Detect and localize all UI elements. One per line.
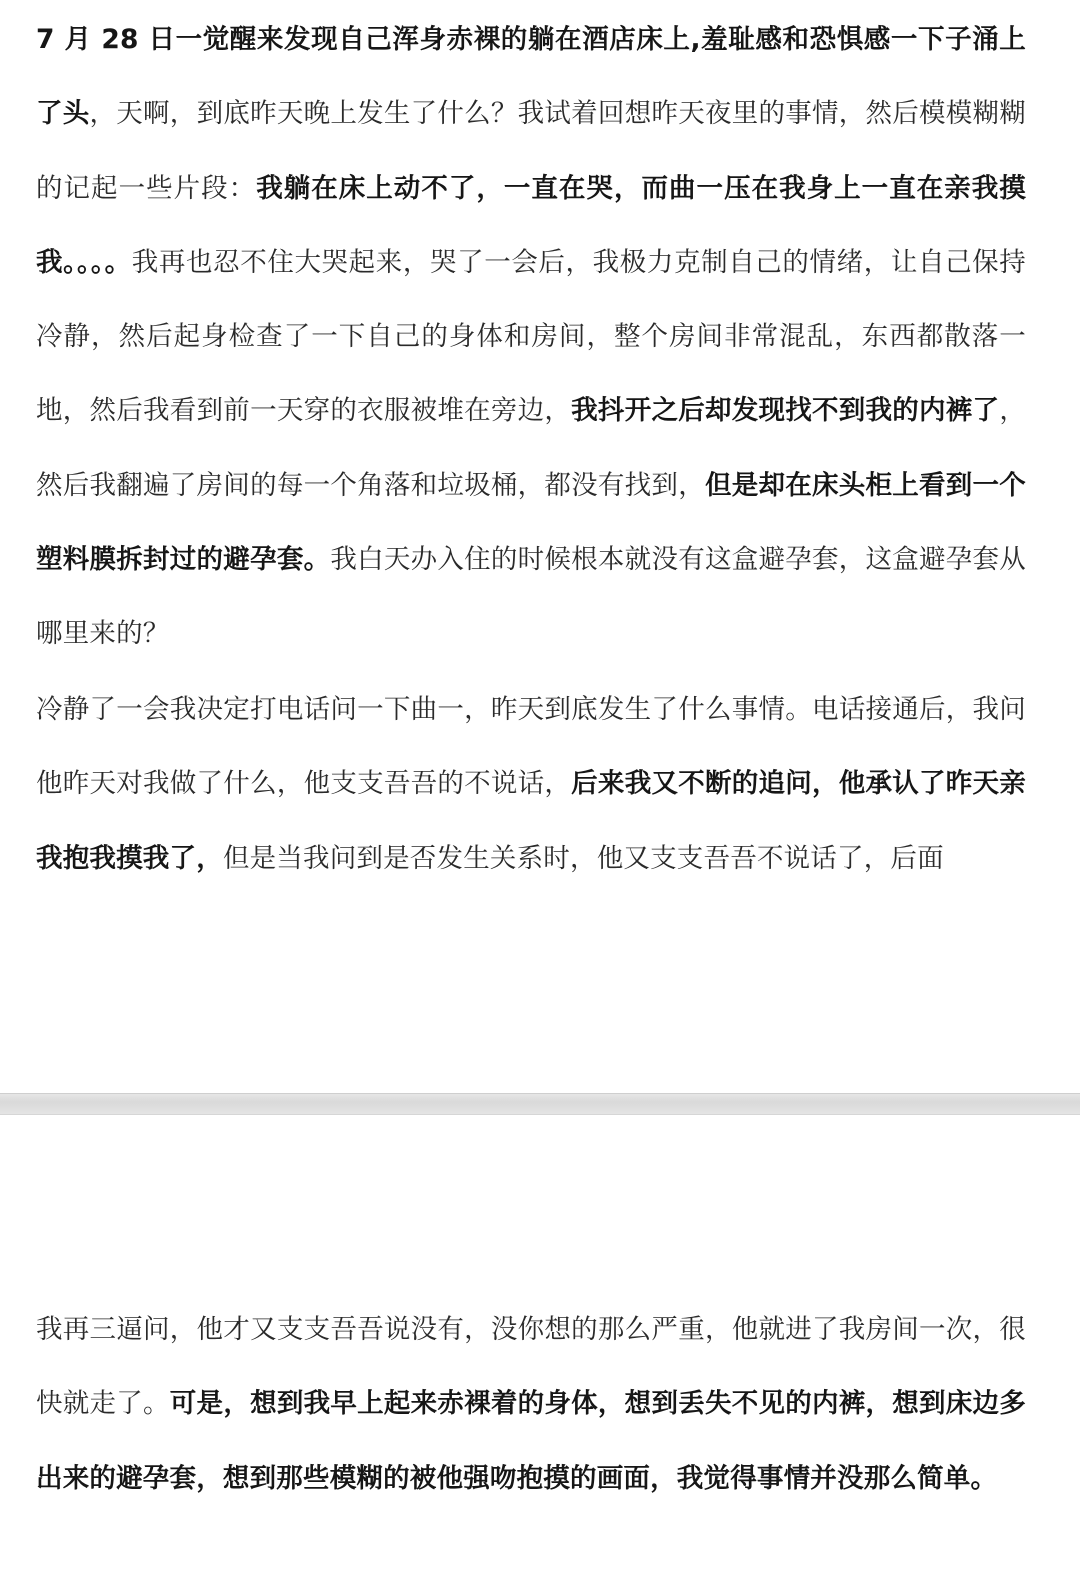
text-run: ，然后我翻遍了房间的每一个角落和垃圾桶，都没有找到， <box>36 395 1027 501</box>
document-page-2 <box>0 1115 1080 1578</box>
text-run-bold: 但是却在床头柜上看到一个塑料膜拆封过的避孕套。 <box>36 469 1027 576</box>
text-run: 冷静了一会我决定打电话问一下曲一，昨天到底发生了什么事情。电话接通后，我问他昨天对我做了什么，他支支吾吾的不说话， <box>36 694 1026 800</box>
paragraph <box>36 3 1026 672</box>
text-run-bold: 我抖开之后却发现找不到我的内裤了 <box>571 395 1000 427</box>
text-run: 但是当我问到是否发生关系时，他又支支吾吾不说话了，后面 <box>222 842 944 874</box>
text-run: 我再也忍不住大哭起来，哭了一会后，我极力克制自己的情绪，让自己保持冷静，然后起身检查了一下自己的身体和房间，整个房间非常混乱，东西都散落一地，然后我看到前一天穿的衣服被堆在旁边， <box>36 246 1026 427</box>
paragraph <box>36 673 1026 896</box>
text-run: 我白天办入住的时候根本就没有这盒避孕套，这盒避孕套从哪里来的？ <box>36 544 1026 650</box>
page-break-divider <box>0 1093 1080 1115</box>
paragraph <box>36 1293 1026 1516</box>
text-run-bold: 可是，想到我早上起来赤裸着的身体，想到丢失不见的内裤，想到床边多出来的避孕套，想到那些模糊的被他强吻抱摸的画面，我觉得事情并没那么简单。 <box>36 1388 1026 1494</box>
text-run-bold: 我躺在床上动不了，一直在哭，而曲一压在我身上一直在亲我摸我。。。。 <box>36 172 1026 278</box>
text-run-bold: 后来我又不断的追问，他承认了昨天亲我抱我摸我了， <box>36 768 1027 874</box>
text-run-bold: 7 月 28 日一觉醒来发现自己浑身赤裸的躺在酒店床上,羞耻感和恐惧感一下子涌上了头 <box>36 24 1026 130</box>
text-run: ，天啊，到底昨天晚上发生了什么？我试着回想昨天夜里的事情，然后模模糊糊的记起一些片段： <box>36 98 1027 204</box>
text-run: 我再三逼问，他才又支支吾吾说没有，没你想的那么严重，他就进了我房间一次，很快就走了。 <box>36 1314 1026 1420</box>
